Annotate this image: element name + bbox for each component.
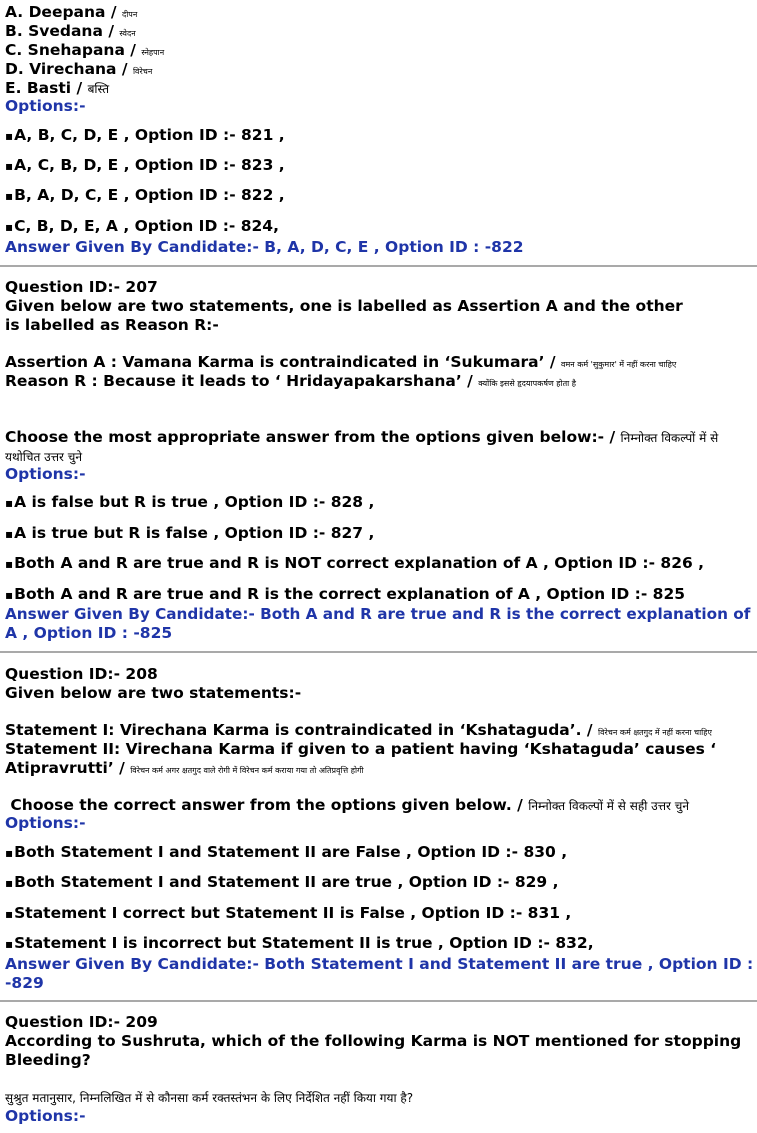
option-item: ▪ A is false but R is true , Option ID :- 828 , (5, 493, 374, 513)
option-item: ▪ Both A and R are true and R is the correct explanation of A , Option ID :- 825 (5, 585, 685, 601)
instruction: Choose the correct answer from the options given below. / निम्नोक्त विकल्पों में से सही उत्तर चुने (10, 796, 689, 814)
list-item: B. Svedana / स्वेदन (5, 22, 136, 40)
instruction-hindi: यथोचित उत्तर चुने (5, 450, 82, 464)
list-item: A. Deepana / दीपन (5, 3, 138, 21)
divider (0, 265, 757, 267)
question-stem: Given below are two statements:- (5, 684, 302, 702)
candidate-answer-cont: -829 (5, 974, 44, 992)
options-label: Options:- (5, 97, 86, 115)
option-item: ▪ Statement I correct but Statement II is False , Option ID :- 831 , (5, 904, 571, 924)
option-item: ▪ B, A, D, C, E , Option ID :- 822 , (5, 186, 285, 206)
question-hindi: सुश्रुत मतानुसार, निम्नलिखित में से कौनसा कर्म रक्तस्तंभन के लिए निर्देशित नहीं किया गया है? (5, 1091, 414, 1105)
list-item: E. Basti / बस्ति (5, 79, 110, 97)
option-item: ▪ A, B, C, D, E , Option ID :- 821 , (5, 126, 285, 146)
question-id: Question ID:- 207 (5, 278, 158, 296)
candidate-answer-cont: A , Option ID : -825 (5, 624, 173, 642)
option-item: ▪ Both Statement I and Statement II are true , Option ID :- 829 , (5, 873, 559, 893)
candidate-answer: Answer Given By Candidate:- B, A, D, C, E , Option ID : -822 (5, 238, 524, 256)
options-label: Options:- (5, 814, 86, 832)
instruction: Choose the most appropriate answer from the options given below:- / निम्नोक्त विकल्पों में से (5, 428, 719, 446)
question-stem: Given below are two statements, one is labelled as Assertion A and the other (5, 297, 683, 315)
list-item: D. Virechana / विरेचन (5, 60, 153, 78)
question-stem: Bleeding? (5, 1051, 91, 1069)
option-item: ▪ C, B, D, E, A , Option ID :- 824, (5, 217, 279, 237)
statement-two: Statement II: Virechana Karma if given to a patient having ‘Kshataguda’ causes ‘ (5, 740, 717, 758)
list-item: C. Snehapana / स्नेहपान (5, 41, 165, 59)
divider (0, 651, 757, 653)
option-item: ▪ Both Statement I and Statement II are False , Option ID :- 830 , (5, 843, 567, 863)
option-item: ▪ A is true but R is false , Option ID :- 827 , (5, 524, 374, 544)
options-label: Options:- (5, 1107, 86, 1125)
option-item: ▪ Statement I is incorrect but Statement II is true , Option ID :- 832, (5, 934, 594, 954)
divider (0, 1000, 757, 1002)
candidate-answer: Answer Given By Candidate:- Both Statement I and Statement II are true , Option ID : (5, 955, 754, 973)
reason-statement: Reason R : Because it leads to ‘ Hridayapakarshana’ / क्योंकि इससे हृदयापकर्षण होता है (5, 372, 577, 390)
question-id: Question ID:- 208 (5, 665, 158, 683)
option-item: ▪ Both A and R are true and R is NOT correct explanation of A , Option ID :- 826 , (5, 554, 704, 574)
question-id: Question ID:- 209 (5, 1013, 158, 1031)
question-stem: is labelled as Reason R:- (5, 316, 219, 334)
options-label: Options:- (5, 465, 86, 483)
assertion-statement: Assertion A : Vamana Karma is contraindicated in ‘Sukumara’ / वमन कर्म 'सुकुमार' में नहीं करना चाहिए (5, 353, 677, 371)
option-item: ▪ A, C, B, D, E , Option ID :- 823 , (5, 156, 285, 176)
statement-two-cont: Atipravrutti’ / विरेचन कर्म अगर क्षतगुद वाले रोगी में विरेचन कर्म कराया गया तो अतिप्रवृत्ति होगी (5, 759, 364, 777)
question-stem: According to Sushruta, which of the following Karma is NOT mentioned for stopping (5, 1032, 742, 1050)
statement-one: Statement I: Virechana Karma is contraindicated in ‘Kshataguda’. / विरेचन कर्म क्षतगुद में नहीं करना चाहिए (5, 721, 712, 739)
candidate-answer: Answer Given By Candidate:- Both A and R are true and R is the correct explanation of (5, 605, 751, 623)
